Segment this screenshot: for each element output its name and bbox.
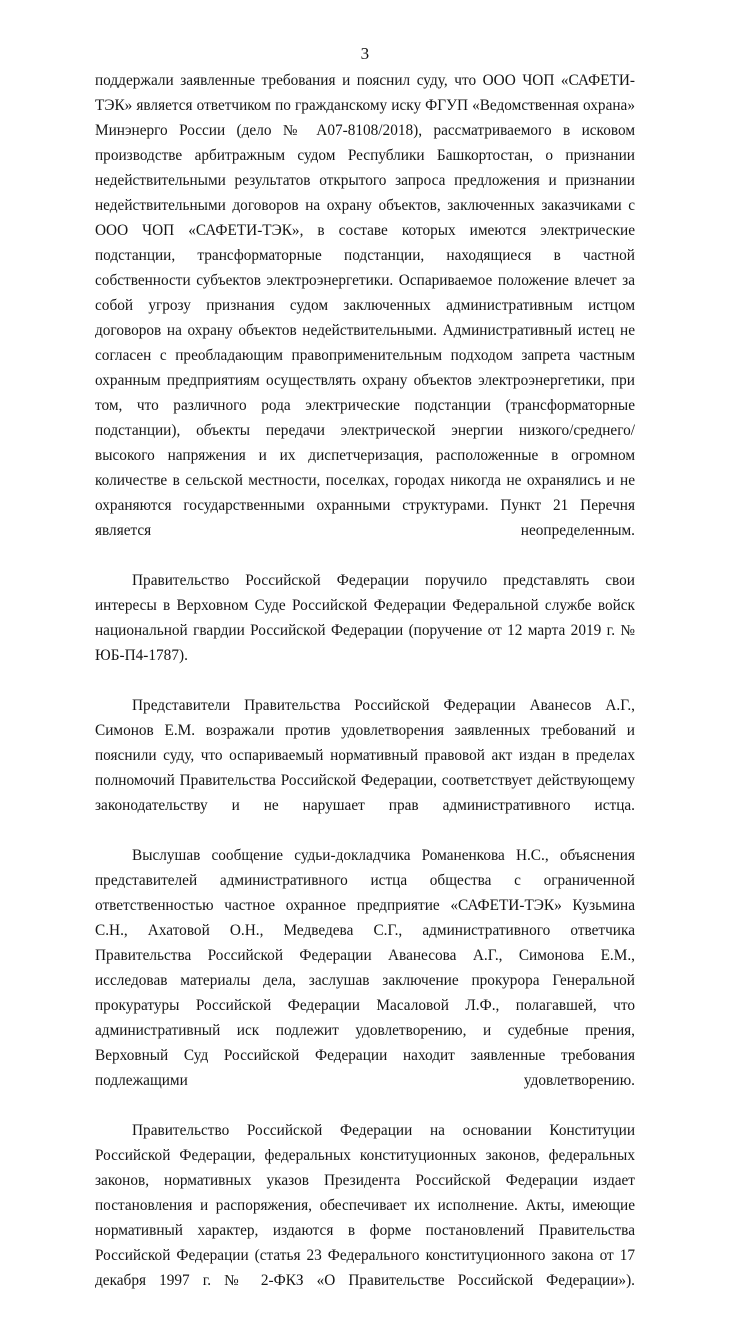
paragraph-1: поддержали заявленные требования и пояснил суду, что ООО ЧОП «САФЕТИ-ТЭК» является ответчиком по гражданскому иску ФГУП «Ведомственная охрана» Минэнерго России (дело № А07-8108/2018), рассматриваемого в исковом производстве арбитражным судом Республики Башкортостан, о признании недействительными результатов открытого запроса предложения и признании недействительными договоров на охрану объектов, заключенных заказчиками с ООО ЧОП «САФЕТИ-ТЭК», в составе которых имеются электрические подстанции, трансформаторные подстанции, находящиеся в частной собственности субъектов электроэнергетики. Оспариваемое положение влечет за собой угрозу признания судом заключенных административным истцом договоров на охрану объектов недействительными. Административный истец не согласен с преобладающим правоприменительным подходом запрета частным охранным предприятиям осуществлять охрану объектов электроэнергетики, при том, что различного рода электрические подстанции (трансформаторные подстанции), объекты передачи электрической энергии низкого/среднего/высокого напряжения и их диспетчеризация, расположенные в огромном количестве в сельской местности, поселках, городах никогда не охранялись и не охраняются государственными охранными структурами. Пункт 21 Перечня является неопределенным. — [95, 72, 635, 539]
paragraph-4: Выслушав сообщение судьи-докладчика Романенкова Н.С., объяснения представителей административного истца общества с ограниченной ответственностью частное охранное предприятие «САФЕТИ-ТЭК» Кузьмина С.Н., Ахатовой О.Н., Медведева С.Г., административного ответчика Правительства Российской Федерации Аванесова А.Г., Симонова Е.М., исследовав материалы дела, заслушав заключение прокурора Генеральной прокуратуры Российской Федерации Масаловой Л.Ф., полагавшей, что административный иск подлежит удовлетворению, и судебные прения, Верховный Суд Российской Федерации находит заявленные требования подлежащими удовлетворению. — [95, 847, 635, 1089]
paragraph-2: Правительство Российской Федерации поручило представлять свои интересы в Верховном Суде Российской Федерации Федеральной службе войск национальной гвардии Российской Федерации (поручение от 12 марта 2019 г. № ЮБ-П4-1787). — [95, 572, 635, 664]
paragraph-3: Представители Правительства Российской Федерации Аванесов А.Г., Симонов Е.М. возражали против удовлетворения заявленных требований и пояснили суду, что оспариваемый нормативный правовой акт издан в пределах полномочий Правительства Российской Федерации, соответствует действующему законодательству и не нарушает прав административного истца. — [95, 697, 635, 814]
paragraph-5: Правительство Российской Федерации на основании Конституции Российской Федерации, федеральных конституционных законов, федеральных законов, нормативных указов Президента Российской Федерации издает постановления и распоряжения, обеспечивает их исполнение. Акты, имеющие нормативный характер, издаются в форме постановлений Правительства Российской Федерации (статья 23 Федерального конституционного закона от 17 декабря 1997 г. № 2-ФКЗ «О Правительстве Российской Федерации»). — [95, 1122, 635, 1289]
page-number: 3 — [360, 44, 370, 63]
document-body — [95, 68, 635, 1318]
